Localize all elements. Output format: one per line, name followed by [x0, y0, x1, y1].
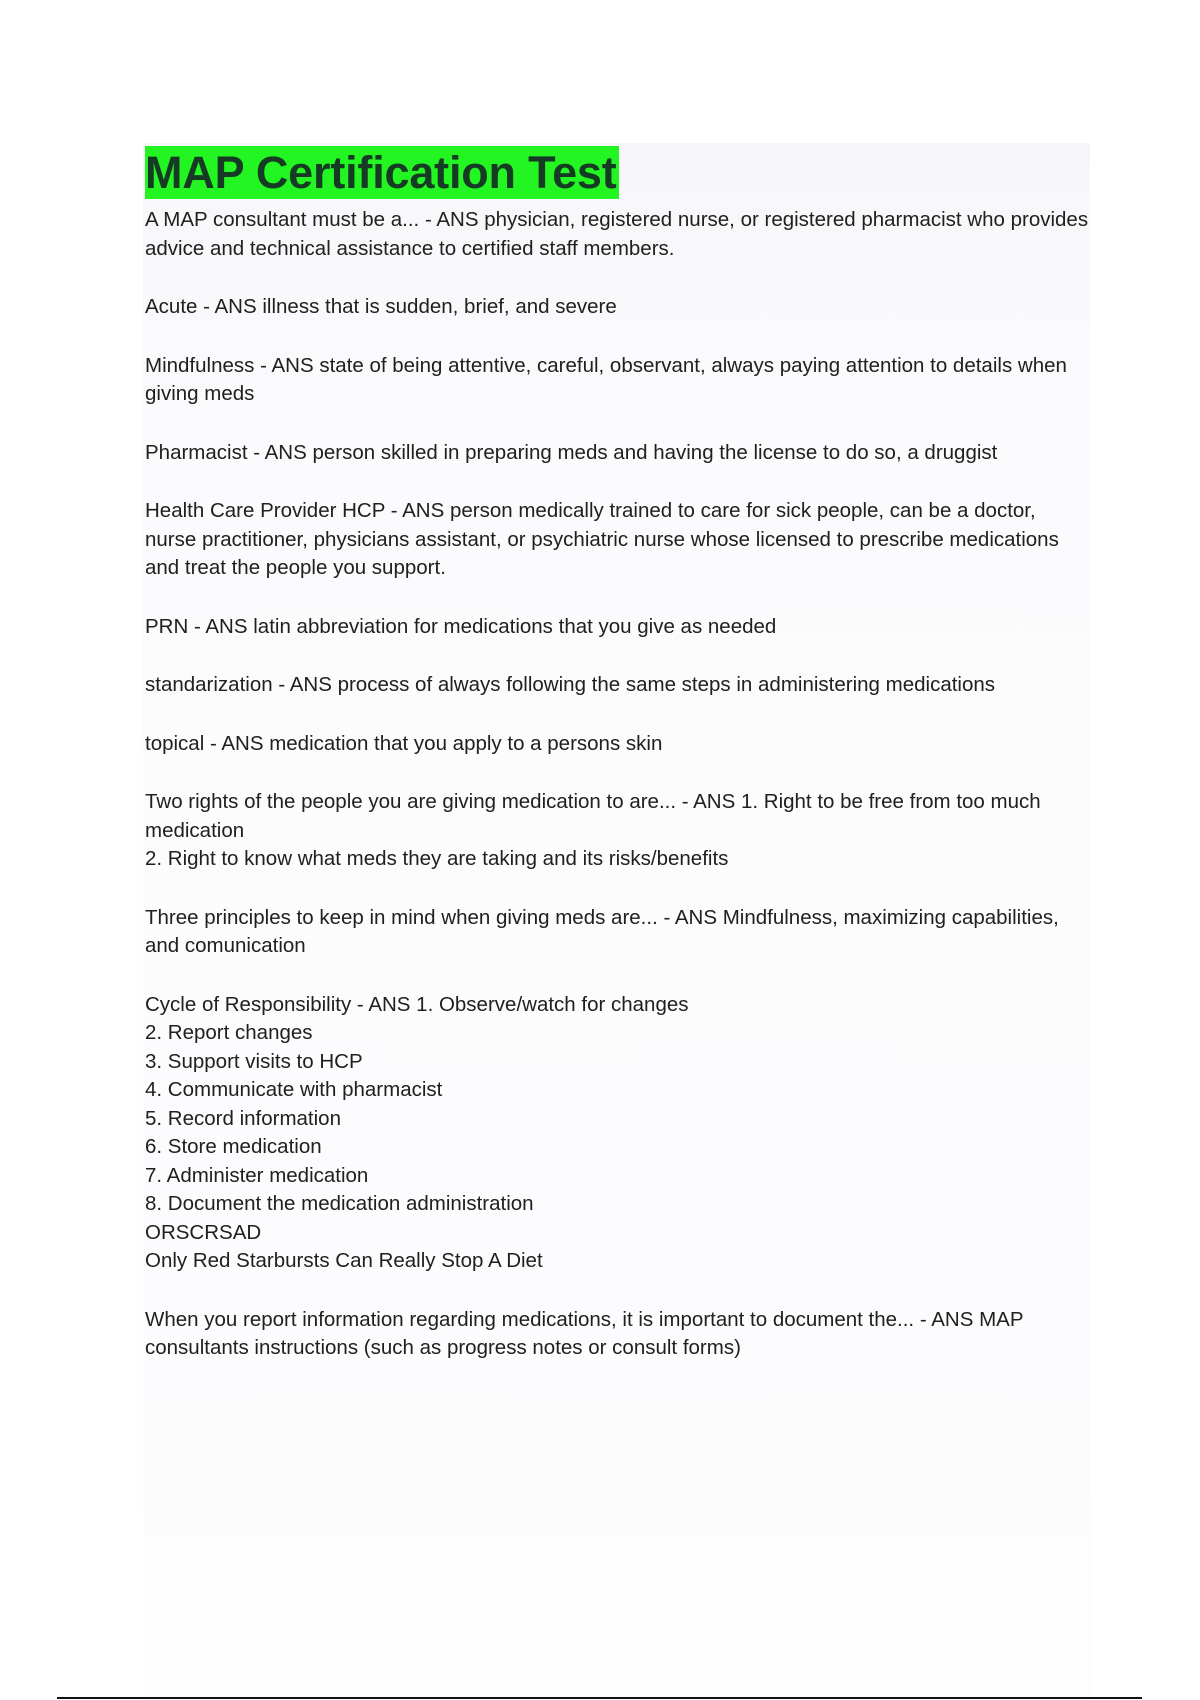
entry-answer: physician, registered nurse, or registered pharmacist who provides advice and technical assistance to certified staff members. [145, 208, 1089, 260]
page-title: MAP Certification Test [145, 147, 617, 198]
entry-term: Health Care Provider HCP [145, 499, 386, 522]
entry-separator: - ANS [247, 440, 313, 464]
qa-entry [145, 439, 1090, 468]
entry-term: Three principles to keep in mind when giving meds are... [145, 905, 658, 929]
entry-term: Pharmacist [145, 440, 248, 464]
entry-answer: process of always following the same steps in administering medications [337, 673, 996, 696]
entry-answer: person medically trained to care for sick people, can be a doctor, nurse practitioner, physicians assistant, or psychiatric nurse whose licensed to prescribe medications and treat the people you support. [145, 499, 1059, 579]
entry-answer: illness that is sudden, brief, and severe [262, 295, 617, 318]
entry-separator: - ANS [272, 673, 338, 696]
entry-term: PRN [145, 614, 189, 638]
qa-entry [145, 788, 1090, 874]
entry-answer: Mindfulness, maximizing capabilities, and comunication [145, 905, 1059, 957]
entry-separator: - ANS [188, 614, 254, 638]
entry-separator: - ANS [351, 992, 417, 1016]
entry-answer: state of being attentive, careful, observant, always paying attention to details when giving meds [145, 353, 1067, 405]
entry-term: topical [145, 731, 205, 755]
entry-separator: - ANS [914, 1307, 980, 1331]
entry-term: Acute [145, 295, 198, 318]
entry-answer: medication that you apply to a persons skin [269, 731, 663, 755]
entry-term: Two rights of the people you are giving medication to are... [145, 790, 677, 813]
entry-separator: - ANS [419, 208, 485, 231]
entry-separator: - ANS [657, 905, 723, 929]
entry-term: Mindfulness [145, 353, 255, 377]
entry-answer: 1. Right to be free from too much medication 2. Right to know what meds they are taking and its risks/benefits [145, 790, 1041, 870]
entry-answer: latin abbreviation for medications that you give as needed [253, 614, 777, 638]
qa-entry [145, 613, 1090, 642]
qa-entry [145, 293, 1090, 322]
qa-entry [145, 991, 1090, 1276]
entry-term: Cycle of Responsibility [145, 992, 352, 1016]
qa-entry [145, 352, 1090, 409]
entry-separator: - ANS [385, 499, 450, 522]
entry-separator: - ANS [254, 353, 320, 377]
qa-entry [145, 671, 1090, 700]
entry-term: A MAP consultant must be a... [145, 208, 420, 231]
entry-answer: MAP consultants instructions (such as progress notes or consult forms) [145, 1307, 1024, 1359]
title-wrap [145, 146, 1090, 206]
footer-rule [57, 1697, 1142, 1699]
entry-answer: 1. Observe/watch for changes 2. Report changes 3. Support visits to HCP 4. Communicate with pharmacist 5. Record information 6. Store medication 7. Administer medication 8. Document the medication administration ORSCRSAD Only Red Starbursts Can Really Stop A Diet [145, 992, 689, 1272]
qa-entry [145, 904, 1090, 961]
entry-term: standarization [145, 673, 273, 696]
entry-term: When you report information regarding medications, it is important to document the... [145, 1307, 915, 1331]
qa-entry [145, 497, 1090, 583]
qa-entry [145, 730, 1090, 759]
entry-separator: - ANS [197, 295, 263, 318]
qa-entry [145, 206, 1090, 263]
entry-separator: - ANS [676, 790, 741, 813]
entry-answer: person skilled in preparing meds and having the license to do so, a druggist [312, 440, 998, 464]
document-body [145, 146, 1090, 1393]
entry-separator: - ANS [204, 731, 270, 755]
qa-entry [145, 1306, 1090, 1363]
